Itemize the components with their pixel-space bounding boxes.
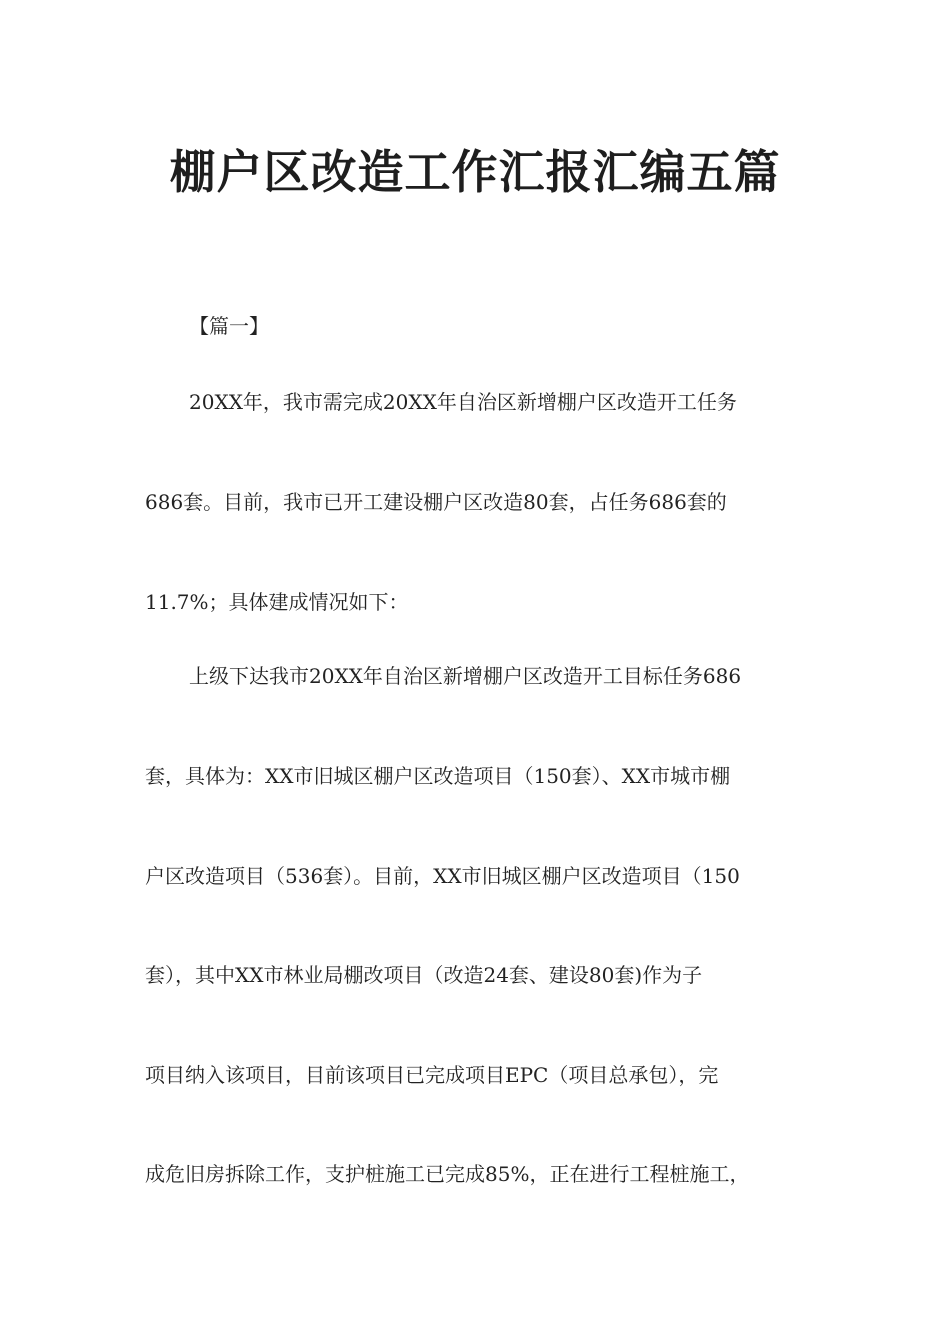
paragraph-line: 项目纳入该项目，目前该项目已完成项目EPC（项目总承包），完 [145, 1063, 719, 1087]
section-label: 【篇一】 [189, 314, 269, 338]
paragraph-line: 11.7%；具体建成情况如下： [145, 590, 409, 614]
paragraph-line: 686套。目前，我市已开工建设棚户区改造80套，占任务686套的 [145, 490, 727, 514]
paragraph-line: 上级下达我市20XX年自治区新增棚户区改造开工目标任务686 [189, 664, 742, 688]
paragraph-line: 套，具体为：XX市旧城区棚户区改造项目（150套）、XX市城市棚 [145, 764, 731, 788]
paragraph-line: 20XX年，我市需完成20XX年自治区新增棚户区改造开工任务 [189, 390, 737, 414]
document-title: 棚户区改造工作汇报汇编五篇 [169, 145, 781, 199]
paragraph-line: 户区改造项目（536套）。目前，XX市旧城区棚户区改造项目（150 [145, 864, 740, 888]
paragraph-line: 成危旧房拆除工作，支护桩施工已完成85%，正在进行工程桩施工， [145, 1162, 750, 1186]
paragraph-line: 套），其中XX市林业局棚改项目（改造24套、建设80套)作为子 [145, 963, 703, 987]
